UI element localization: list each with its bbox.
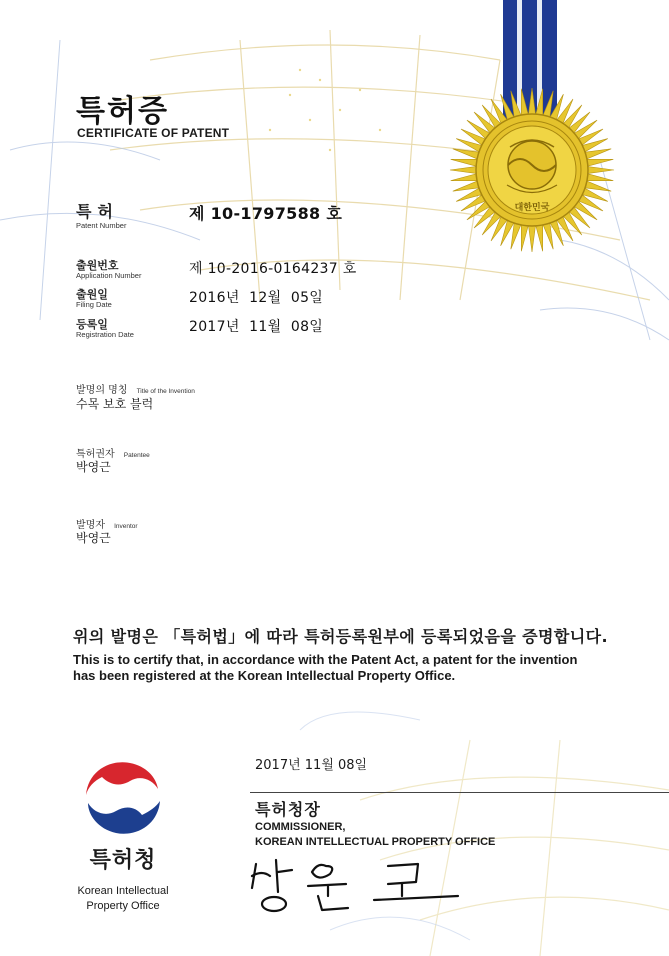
invention-title-label: 발명의 명칭: [76, 385, 128, 396]
filing-date-label: 출원일: [76, 288, 108, 301]
inventor-label: 발명자: [76, 520, 105, 531]
patentee-value: 박영근: [76, 460, 111, 474]
signature-icon: [248, 852, 478, 918]
patentee-label-english: Patentee: [123, 452, 150, 459]
issue-date: 2017년 11월 08일: [255, 758, 368, 773]
inventor-value: 박영근: [76, 531, 111, 545]
certification-text-korean: 위의 발명은 「특허법」에 따라 특허등록원부에 등록되었음을 증명합니다.: [73, 627, 608, 646]
patentee-label: 특허권자: [76, 449, 115, 460]
certification-text-english: [73, 652, 643, 684]
filing-date-label-english: Filing Date: [76, 300, 112, 309]
patent-number-label: 특허: [76, 202, 119, 221]
registration-date-label: 등록일: [76, 318, 108, 331]
filing-date-value: 2016년 12월 05일: [189, 290, 324, 306]
application-number-label-english: Application Number: [76, 271, 142, 280]
registration-date-label-english: Registration Date: [76, 330, 134, 339]
certification-english-line-2: has been registered at the Korean Intellectual Property Office.: [73, 668, 456, 683]
kipo-logo-icon: [80, 755, 166, 841]
commissioner-title-english: [255, 820, 495, 850]
signature-divider: [250, 792, 669, 793]
commissioner-title-english-line-1: COMMISSIONER,: [255, 821, 346, 833]
gold-seal-icon: [447, 85, 617, 255]
certificate-title-korean: 특허증: [76, 94, 169, 129]
certification-english-line-1: This is to certify that, in accordance with the Patent Act, a patent for the invention: [73, 652, 578, 667]
commissioner-title-english-line-2: KOREAN INTELLECTUAL PROPERTY OFFICE: [255, 836, 496, 848]
certificate-title-english: CERTIFICATE OF PATENT: [77, 126, 230, 140]
invention-title-label-english: Title of the Invention: [136, 388, 195, 395]
office-name-english-line-1: Korean Intellectual: [77, 885, 169, 897]
registration-date-value: 2017년 11월 08일: [189, 319, 324, 335]
invention-title-value: 수목 보호 블럭: [76, 397, 154, 411]
office-name-korean: 특허청: [89, 848, 157, 873]
inventor-label-english: Inventor: [114, 523, 138, 530]
office-name-english-line-2: Property Office: [86, 900, 160, 912]
patent-number-label-english: Patent Number: [76, 221, 127, 230]
office-name-english: [55, 884, 191, 914]
seal-text: 대한민국: [514, 203, 550, 213]
application-number-value: 제 10-2016-0164237 호: [189, 261, 357, 277]
patent-number-value: 제 10-1797588 호: [189, 204, 343, 223]
application-number-label: 출원번호: [76, 259, 119, 272]
commissioner-title-korean: 특허청장: [255, 800, 321, 819]
